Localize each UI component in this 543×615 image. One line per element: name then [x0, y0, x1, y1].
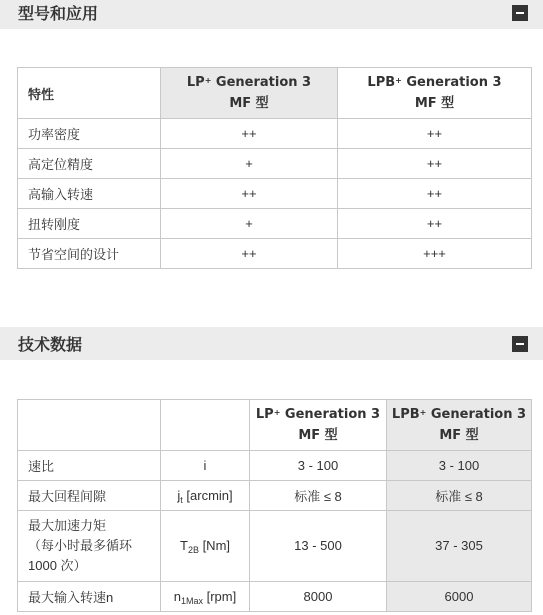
table-row: [18, 481, 532, 511]
table-row: [18, 451, 532, 481]
lpb-value: ++: [338, 119, 532, 149]
lp-value: 8000: [250, 582, 387, 612]
section-title: 技术数据: [18, 335, 83, 354]
row-label: 节省空间的设计: [18, 239, 161, 269]
symbol-cell: $T_{2B}$ [Nm]: [161, 511, 250, 582]
row-label: 速比: [18, 451, 161, 481]
table-header-row: [18, 400, 532, 451]
collapse-button[interactable]: [512, 5, 528, 21]
lp-value: 标准 ≤ 8: [250, 481, 387, 511]
row-label: 功率密度: [18, 119, 161, 149]
section-header-models: [0, 0, 543, 29]
collapse-button[interactable]: [512, 336, 528, 352]
lp-value: +: [161, 149, 338, 179]
lpb-column-header: LPB+ Generation 3 MF 型: [338, 68, 532, 119]
lpb-value: ++: [338, 149, 532, 179]
table-row: [18, 239, 532, 269]
lp-value: ++: [161, 239, 338, 269]
table-row: [18, 582, 532, 612]
minus-icon: [516, 12, 524, 14]
lpb-column-header: LPB+ Generation 3 MF 型: [387, 400, 532, 451]
lpb-value: +++: [338, 239, 532, 269]
lpb-value: ++: [338, 209, 532, 239]
symbol-cell: i: [161, 451, 250, 481]
symbol-cell: $j_t$ [arcmin]: [161, 481, 250, 511]
lpb-value: 37 - 305: [387, 511, 532, 582]
lp-column-header: LP+ Generation 3 MF 型: [250, 400, 387, 451]
table-header-row: [18, 68, 532, 119]
lp-value: 13 - 500: [250, 511, 387, 582]
table-row: [18, 179, 532, 209]
row-label: 扭转刚度: [18, 209, 161, 239]
minus-icon: [516, 343, 524, 345]
lp-column-header: LP+ Generation 3 MF 型: [161, 68, 338, 119]
table-row: [18, 149, 532, 179]
section-title: 型号和应用: [18, 4, 99, 23]
row-label: 最大回程间隙: [18, 481, 161, 511]
row-label: 最大加速力矩 （每小时最多循环 1000 次）: [18, 511, 161, 582]
table-row: [18, 209, 532, 239]
empty-header-cell: [161, 400, 250, 451]
section-header-tech-data: [0, 327, 543, 360]
lpb-value: 6000: [387, 582, 532, 612]
symbol-cell: $n_{1Max}$ [rpm]: [161, 582, 250, 612]
features-table: [17, 67, 532, 269]
empty-header-cell: [18, 400, 161, 451]
tech-data-table: [17, 399, 532, 612]
lp-value: ++: [161, 179, 338, 209]
lpb-value: 3 - 100: [387, 451, 532, 481]
row-label: 高定位精度: [18, 149, 161, 179]
table-row: [18, 511, 532, 582]
table-row: [18, 119, 532, 149]
lpb-value: 标准 ≤ 8: [387, 481, 532, 511]
lp-value: ++: [161, 119, 338, 149]
feature-column-header: 特性: [18, 68, 161, 119]
row-label: 最大输入转速n: [18, 582, 161, 612]
lp-value: +: [161, 209, 338, 239]
lpb-value: ++: [338, 179, 532, 209]
row-label: 高输入转速: [18, 179, 161, 209]
lp-value: 3 - 100: [250, 451, 387, 481]
